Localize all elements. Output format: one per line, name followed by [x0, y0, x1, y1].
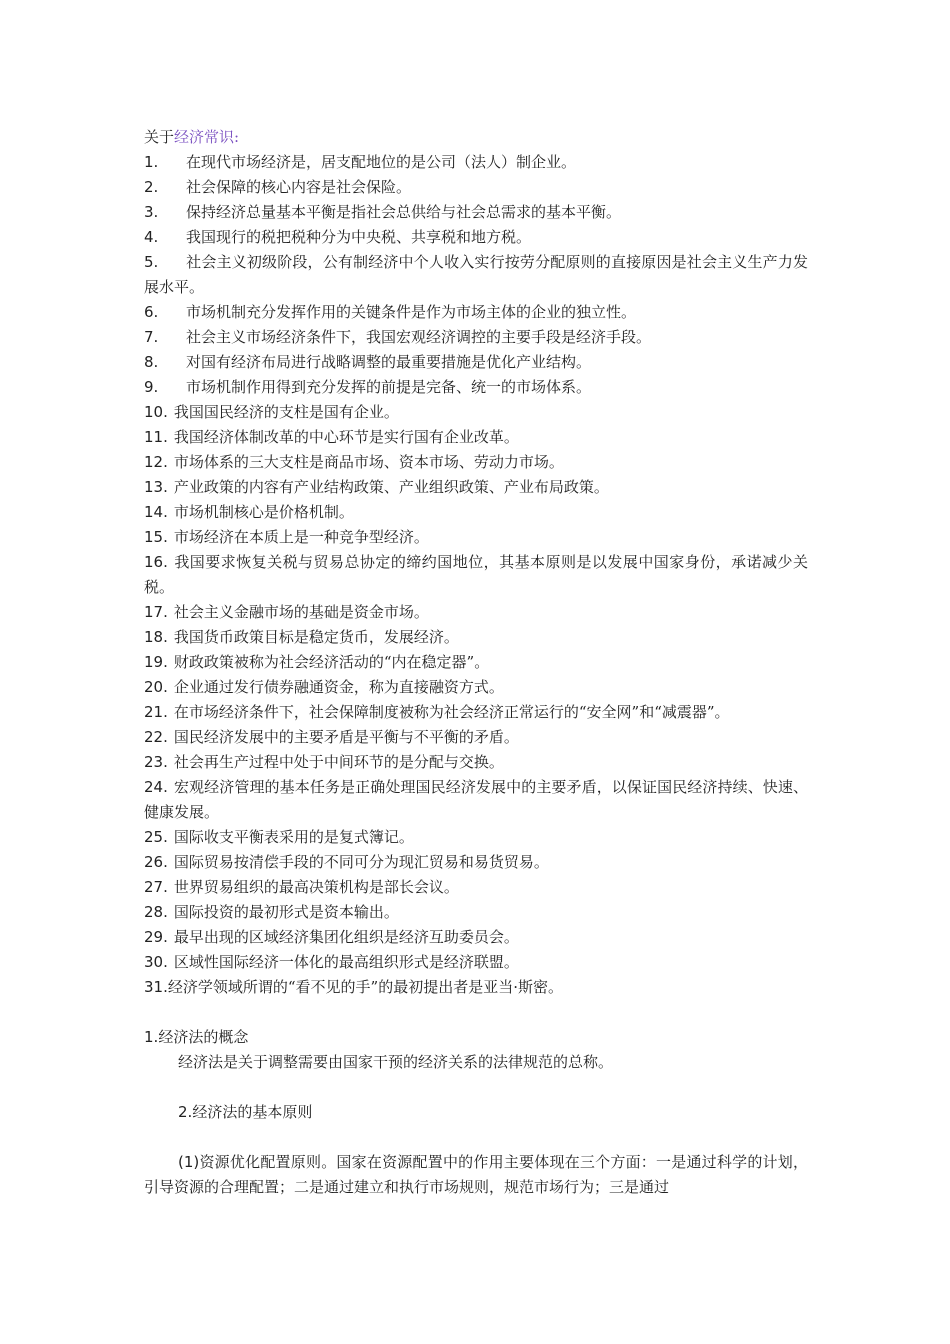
heading-prefix: 关于: [144, 128, 175, 146]
list-item: [144, 925, 808, 950]
list-item-number: 29.: [144, 928, 168, 946]
list-item-text: 社会再生产过程中处于中间环节的是分配与交换。: [173, 753, 504, 771]
list-item: [144, 300, 808, 325]
list-item-number: 2.: [144, 178, 159, 196]
list-item-text: 市场体系的三大支柱是商品市场、资本市场、劳动力市场。: [173, 453, 564, 471]
paragraph-number: (1): [178, 1153, 200, 1171]
list-item-number: 13.: [144, 478, 168, 496]
list-item-number: 30.: [144, 953, 168, 971]
list-item-text: 世界贸易组织的最高决策机构是部长会议。: [173, 878, 459, 896]
list-item-number: 3.: [144, 203, 159, 221]
list-item-text: 社会主义市场经济条件下，我国宏观经济调控的主要手段是经济手段。: [186, 328, 652, 346]
list-item-text: 市场经济在本质上是一种竞争型经济。: [173, 528, 429, 546]
list-item-number: 18.: [144, 628, 168, 646]
list-item-number: 20.: [144, 678, 168, 696]
list-item-number: 28.: [144, 903, 168, 921]
list-item: [144, 425, 808, 450]
list-item: [144, 400, 808, 425]
list-item: [144, 775, 808, 825]
list-item-text: 财政政策被称为社会经济活动的“内在稳定器”。: [173, 653, 490, 671]
list-item-text: 最早出现的区域经济集团化组织是经济互助委员会。: [173, 928, 519, 946]
knowledge-list: [144, 150, 808, 1000]
document-page: [144, 125, 808, 1200]
list-item-number: 17.: [144, 603, 168, 621]
list-item-number: 26.: [144, 853, 168, 871]
list-item: [144, 900, 808, 925]
list-item: [144, 875, 808, 900]
list-item-number: 12.: [144, 453, 168, 471]
list-item-number: 6.: [144, 303, 159, 321]
list-item-text: 对国有经济布局进行战略调整的最重要措施是优化产业结构。: [186, 353, 592, 371]
list-item-text: 国际贸易按清偿手段的不同可分为现汇贸易和易货贸易。: [173, 853, 549, 871]
list-item-text: 经济学领域所谓的“看不见的手”的最初提出者是亚当·斯密。: [167, 978, 563, 996]
principle-paragraph: [144, 1150, 808, 1200]
heading-colon: :: [234, 128, 240, 146]
section-1-body: 经济法是关于调整需要由国家干预的经济关系的法律规范的总称。: [178, 1053, 614, 1071]
list-item-number: 24.: [144, 778, 168, 796]
list-item: [144, 375, 808, 400]
list-item-text: 在市场经济条件下，社会保障制度被称为社会经济正常运行的“安全网”和“减震器”。: [173, 703, 730, 721]
list-item: [144, 625, 808, 650]
list-item-number: 8.: [144, 353, 159, 371]
list-item-number: 22.: [144, 728, 168, 746]
section-1-heading: [144, 1025, 808, 1050]
list-item: [144, 750, 808, 775]
list-item-number: 25.: [144, 828, 168, 846]
list-item-text: 产业政策的内容有产业结构政策、产业组织政策、产业布局政策。: [173, 478, 609, 496]
economics-link[interactable]: 经济常识: [174, 128, 235, 146]
list-item: [144, 600, 808, 625]
list-item-text: 宏观经济管理的基本任务是正确处理国民经济发展中的主要矛盾，以保证国民经济持续、快速、健康发展。: [144, 778, 808, 821]
list-item-text: 区域性国际经济一体化的最高组织形式是经济联盟。: [173, 953, 519, 971]
list-item-number: 31.: [144, 978, 168, 996]
spacer: [144, 1125, 808, 1150]
list-item-text: 国际投资的最初形式是资本输出。: [173, 903, 399, 921]
list-item-number: 14.: [144, 503, 168, 521]
list-item-number: 4.: [144, 228, 159, 246]
list-item: [144, 675, 808, 700]
list-item-number: 11.: [144, 428, 168, 446]
list-item-number: 1.: [144, 153, 159, 171]
list-item-text: 社会主义初级阶段，公有制经济中个人收入实行按劳分配原则的直接原因是社会主义生产力发展水平。: [144, 253, 808, 296]
list-item-text: 在现代市场经济是，居支配地位的是公司（法人）制企业。: [186, 153, 577, 171]
list-item-text: 国民经济发展中的主要矛盾是平衡与不平衡的矛盾。: [173, 728, 519, 746]
list-item: [144, 175, 808, 200]
list-item-text: 市场机制作用得到充分发挥的前提是完备、统一的市场体系。: [186, 378, 592, 396]
list-item: [144, 450, 808, 475]
list-item: [144, 150, 808, 175]
list-item-text: 我国国民经济的支柱是国有企业。: [173, 403, 399, 421]
heading: [144, 125, 808, 150]
list-item: [144, 475, 808, 500]
list-item: [144, 550, 808, 600]
list-item-number: 9.: [144, 378, 159, 396]
paragraph-text: 资源优化配置原则。国家在资源配置中的作用主要体现在三个方面：一是通过科学的计划，引导资源的合理配置；二是通过建立和执行市场规则，规范市场行为；三是通过: [144, 1153, 808, 1196]
list-item-text: 社会主义金融市场的基础是资金市场。: [173, 603, 429, 621]
list-item-text: 保持经济总量基本平衡是指社会总供给与社会总需求的基本平衡。: [186, 203, 622, 221]
list-item: [144, 725, 808, 750]
list-item-number: 5.: [144, 253, 159, 271]
list-item: [144, 975, 808, 1000]
list-item: [144, 525, 808, 550]
spacer: [144, 1000, 808, 1025]
list-item-text: 市场机制核心是价格机制。: [173, 503, 354, 521]
section-2-title: 经济法的基本原则: [192, 1103, 313, 1121]
list-item-text: 企业通过发行债券融通资金，称为直接融资方式。: [173, 678, 504, 696]
list-item-text: 我国要求恢复关税与贸易总协定的缔约国地位，其基本原则是以发展中国家身份，承诺减少关税。: [144, 553, 808, 596]
list-item-number: 16.: [144, 553, 168, 571]
list-item-number: 23.: [144, 753, 168, 771]
list-item: [144, 250, 808, 300]
list-item-number: 19.: [144, 653, 168, 671]
list-item-text: 我国货币政策目标是稳定货币，发展经济。: [173, 628, 459, 646]
spacer: [144, 1075, 808, 1100]
list-item: [144, 200, 808, 225]
section-1-number: 1.: [144, 1028, 159, 1046]
list-item-number: 10.: [144, 403, 168, 421]
list-item: [144, 225, 808, 250]
list-item-text: 社会保障的核心内容是社会保险。: [186, 178, 412, 196]
section-2-heading: [144, 1100, 808, 1125]
list-item-number: 27.: [144, 878, 168, 896]
list-item: [144, 350, 808, 375]
list-item-number: 7.: [144, 328, 159, 346]
list-item: [144, 325, 808, 350]
list-item-text: 市场机制充分发挥作用的关键条件是作为市场主体的企业的独立性。: [186, 303, 637, 321]
list-item: [144, 850, 808, 875]
list-item-text: 我国经济体制改革的中心环节是实行国有企业改革。: [173, 428, 519, 446]
list-item: [144, 825, 808, 850]
section-2-number: 2.: [178, 1103, 193, 1121]
list-item-number: 21.: [144, 703, 168, 721]
list-item-number: 15.: [144, 528, 168, 546]
list-item: [144, 700, 808, 725]
list-item-text: 我国现行的税把税种分为中央税、共享税和地方税。: [186, 228, 532, 246]
list-item: [144, 650, 808, 675]
list-item-text: 国际收支平衡表采用的是复式簿记。: [173, 828, 414, 846]
section-1-title: 经济法的概念: [158, 1028, 249, 1046]
list-item: [144, 950, 808, 975]
list-item: [144, 500, 808, 525]
